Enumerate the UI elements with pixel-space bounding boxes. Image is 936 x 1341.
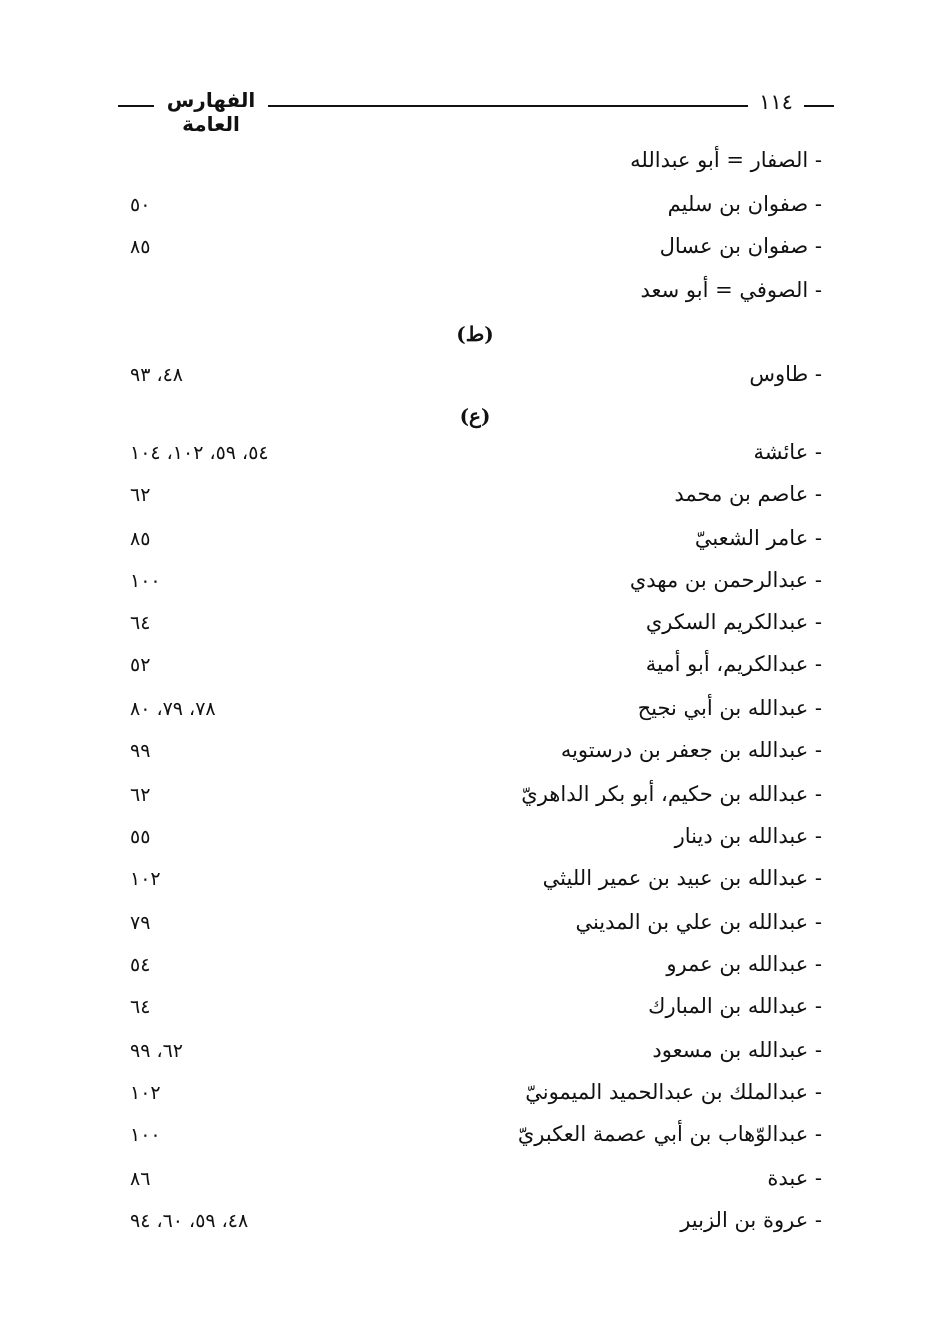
entry-pages: ٦٤ — [130, 612, 151, 634]
index-entry — [120, 192, 822, 226]
header-rule-right — [804, 105, 834, 107]
index-entry — [120, 952, 822, 986]
running-header — [118, 86, 834, 136]
section-heading-ain: (ع) — [459, 404, 491, 428]
entry-name: - عبدالله بن أبي نجيح — [637, 696, 822, 720]
entry-pages: ٥٤، ٥٩، ١٠٢، ١٠٤ — [130, 442, 269, 464]
header-rule-middle — [268, 105, 748, 107]
entry-name: - عاصم بن محمد — [674, 482, 822, 506]
entry-name: - عامر الشعبيّ — [694, 526, 822, 550]
index-entry — [120, 610, 822, 644]
entry-name: - عبدالملك بن عبدالحميد الميمونيّ — [525, 1080, 822, 1104]
entry-pages: ٥٠ — [130, 194, 151, 216]
entry-name: - عبدالرحمن بن مهدي — [629, 568, 822, 592]
entry-pages: ٥٥ — [130, 826, 151, 848]
index-entry — [120, 824, 822, 858]
index-entry — [120, 866, 822, 900]
index-entry — [120, 910, 822, 944]
entry-name: - صفوان بن سليم — [667, 192, 822, 216]
entry-pages: ٦٢، ٩٩ — [130, 1040, 184, 1062]
entry-pages: ٨٥ — [130, 236, 151, 258]
entry-name: - عبدالله بن عبيد بن عمير الليثي — [542, 866, 822, 890]
entry-name: - عبدة — [767, 1166, 822, 1190]
entry-name: - عبدالله بن علي بن المديني — [575, 910, 822, 934]
entry-name: - عبدالكريم السكري — [645, 610, 822, 634]
index-entry — [120, 440, 822, 474]
page-number: ١١٤ — [759, 90, 793, 114]
index-entry — [120, 568, 822, 602]
index-entry — [120, 738, 822, 772]
entry-name: - الصفار = أبو عبدالله — [630, 148, 822, 172]
index-entry — [120, 696, 822, 730]
entry-name: - عبدالله بن مسعود — [652, 1038, 822, 1062]
index-entry — [120, 1208, 822, 1242]
entry-pages: ٧٨، ٧٩، ٨٠ — [130, 698, 216, 720]
entry-pages: ١٠٢ — [130, 868, 161, 890]
entry-pages: ٦٢ — [130, 484, 151, 506]
index-entry — [120, 652, 822, 686]
entry-pages: ١٠٢ — [130, 1082, 161, 1104]
entry-name: - عبدالوّهاب بن أبي عصمة العكبريّ — [517, 1122, 822, 1146]
header-rule-left — [118, 105, 154, 107]
entry-pages: ٨٦ — [130, 1168, 151, 1190]
entry-name: - الصوفي = أبو سعد — [640, 278, 822, 302]
index-entry — [120, 278, 822, 312]
header-title: الفهارس العامة — [166, 88, 256, 136]
index-entry — [120, 994, 822, 1028]
entry-name: - عائشة — [753, 440, 822, 464]
index-entry — [120, 1038, 822, 1072]
entry-pages: ١٠٠ — [130, 570, 161, 592]
entry-pages: ٩٩ — [130, 740, 151, 762]
entry-name: - طاوس — [749, 362, 822, 386]
entry-name: - عبدالله بن دينار — [674, 824, 822, 848]
index-entry — [120, 234, 822, 268]
entry-pages: ٤٨، ٥٩، ٦٠، ٩٤ — [130, 1210, 249, 1232]
index-entry — [120, 1122, 822, 1156]
index-entry — [120, 1080, 822, 1114]
entry-pages: ٥٤ — [130, 954, 151, 976]
entry-pages: ٦٢ — [130, 784, 151, 806]
index-entry — [120, 362, 822, 396]
entry-pages: ٥٢ — [130, 654, 151, 676]
index-entry — [120, 1166, 822, 1200]
index-entry — [120, 148, 822, 182]
entry-name: - عبدالله بن عمرو — [666, 952, 822, 976]
entry-pages: ٤٨، ٩٣ — [130, 364, 184, 386]
entry-pages: ١٠٠ — [130, 1124, 161, 1146]
entry-name: - عبدالله بن حكيم، أبو بكر الداهريّ — [521, 782, 822, 806]
index-entry — [120, 782, 822, 816]
entry-pages: ٨٥ — [130, 528, 151, 550]
entry-name: - عبدالله بن المبارك — [648, 994, 822, 1018]
index-entry — [120, 482, 822, 516]
entry-pages: ٦٤ — [130, 996, 151, 1018]
entry-name: - عبدالله بن جعفر بن درستويه — [560, 738, 822, 762]
entry-pages: ٧٩ — [130, 912, 151, 934]
index-entry — [120, 526, 822, 560]
entry-name: - صفوان بن عسال — [659, 234, 822, 258]
section-heading-ta: (ط) — [456, 322, 494, 346]
entry-name: - عروة بن الزبير — [680, 1208, 822, 1232]
entry-name: - عبدالكريم، أبو أمية — [645, 652, 822, 676]
